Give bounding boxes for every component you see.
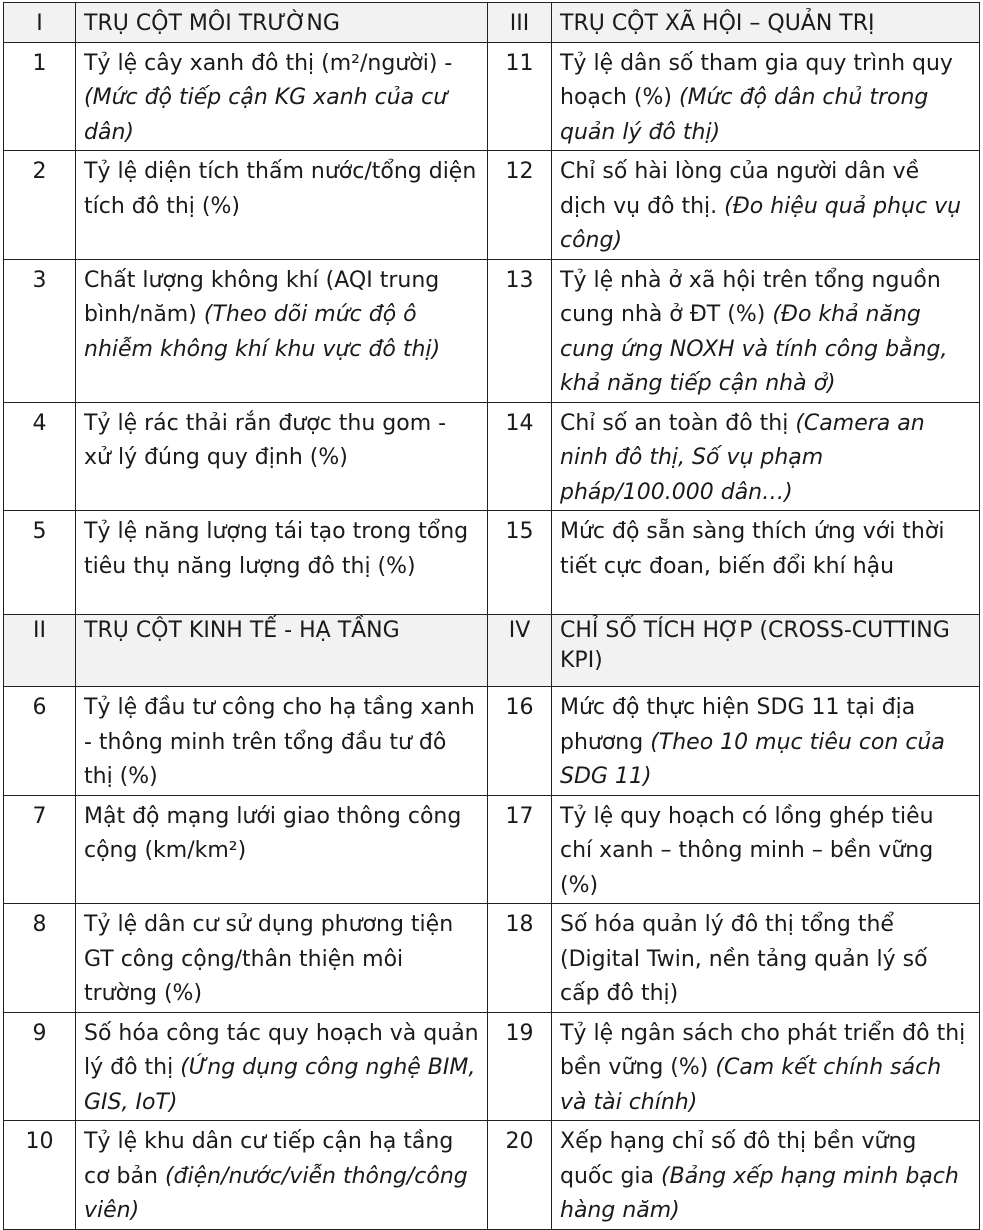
kpi-cell <box>76 511 488 615</box>
kpi-text: Số hóa quản lý đô thị tổng thể (Digital Twin, nền tảng quản lý số cấp đô thị) <box>560 912 928 1006</box>
kpi-text: Tỷ lệ đầu tư công cho hạ tầng xanh - thông minh trên tổng đầu tư đô thị (%) <box>84 695 475 789</box>
kpi-note: (Đo hiệu quả phục vụ công) <box>560 193 962 253</box>
kpi-cell <box>552 259 980 402</box>
kpi-number: 19 <box>488 1012 552 1121</box>
kpi-text: Tỷ lệ năng lượng tái tạo trong tổng tiêu thụ năng lượng đô thị (%) <box>84 519 469 579</box>
table-row <box>4 1012 980 1121</box>
kpi-cell <box>76 1121 488 1230</box>
kpi-number: 7 <box>4 795 76 904</box>
kpi-cell <box>76 259 488 402</box>
table-row <box>4 511 980 615</box>
kpi-number: 20 <box>488 1121 552 1230</box>
kpi-text: Số hóa công tác quy hoạch và quản lý đô thị <box>84 1020 479 1080</box>
kpi-number: 17 <box>488 795 552 904</box>
section-title: CHỈ SỐ TÍCH HỢP (CROSS-CUTTING KPI) <box>552 615 980 687</box>
section-number: I <box>4 3 76 43</box>
kpi-note: (Đo khả năng cung ứng NOXH và tính công bằng, khả năng tiếp cận nhà ở) <box>560 302 948 396</box>
table-row <box>4 904 980 1013</box>
kpi-cell <box>552 795 980 904</box>
kpi-text: Tỷ lệ nhà ở xã hội trên tổng nguồn cung nhà ở ĐT (%) <box>560 267 941 327</box>
kpi-number: 6 <box>4 687 76 796</box>
kpi-note: (Camera an ninh đô thị, Số vụ phạm pháp/100.000 dân…) <box>560 410 925 505</box>
kpi-text: Tỷ lệ khu dân cư tiếp cận hạ tầng cơ bản <box>84 1129 454 1189</box>
kpi-note: (Mức độ dân chủ trong quản lý đô thị) <box>560 85 929 145</box>
kpi-cell <box>552 511 980 615</box>
kpi-number: 5 <box>4 511 76 615</box>
kpi-note: (điện/nước/viễn thông/công viên) <box>84 1163 468 1223</box>
kpi-number: 11 <box>488 42 552 151</box>
kpi-cell <box>76 151 488 260</box>
kpi-note: (Mức độ tiếp cận KG xanh của cư dân) <box>84 85 448 145</box>
kpi-text: Chỉ số an toàn đô thị <box>560 410 796 436</box>
table-row <box>4 402 980 511</box>
table-row <box>4 42 980 151</box>
kpi-number: 4 <box>4 402 76 511</box>
section-number: II <box>4 615 76 687</box>
kpi-number: 14 <box>488 402 552 511</box>
kpi-cell <box>76 1012 488 1121</box>
kpi-number: 13 <box>488 259 552 402</box>
kpi-text: Chỉ số hài lòng của người dân về dịch vụ đô thị. <box>560 159 920 219</box>
kpi-cell <box>76 402 488 511</box>
kpi-text: Xếp hạng chỉ số đô thị bền vững quốc gia <box>560 1129 917 1189</box>
section-title: TRỤ CỘT MÔI TRƯỜNG <box>76 3 488 43</box>
section-header-row <box>4 3 980 43</box>
kpi-cell <box>552 151 980 260</box>
table-row <box>4 687 980 796</box>
kpi-text: Tỷ lệ dân cư sử dụng phương tiện GT công cộng/thân thiện môi trường (%) <box>84 912 454 1006</box>
kpi-cell <box>76 687 488 796</box>
table-row <box>4 259 980 402</box>
kpi-text: Mức độ sẵn sàng thích ứng với thời tiết cực đoan, biến đổi khí hậu <box>560 519 945 579</box>
kpi-note: (Cam kết chính sách và tài chính) <box>560 1055 942 1115</box>
kpi-number: 3 <box>4 259 76 402</box>
kpi-cell <box>552 1012 980 1121</box>
kpi-table <box>3 2 980 1230</box>
kpi-note: (Bảng xếp hạng minh bạch hàng năm) <box>560 1163 959 1223</box>
kpi-text: Tỷ lệ rác thải rắn được thu gom - xử lý đúng quy định (%) <box>84 410 447 470</box>
section-number: III <box>488 3 552 43</box>
section-title: TRỤ CỘT XÃ HỘI – QUẢN TRỊ <box>552 3 980 43</box>
kpi-cell <box>552 1121 980 1230</box>
kpi-cell <box>76 42 488 151</box>
kpi-text: Tỷ lệ quy hoạch có lồng ghép tiêu chí xanh – thông minh – bền vững (%) <box>560 803 934 898</box>
kpi-text: Mật độ mạng lưới giao thông công cộng (km/km²) <box>84 803 462 863</box>
kpi-note: (Ứng dụng công nghệ BIM, GIS, IoT) <box>84 1055 476 1115</box>
kpi-note: (Theo dõi mức độ ô nhiễm không khí khu vực đô thị) <box>84 302 441 362</box>
table-row <box>4 795 980 904</box>
kpi-cell <box>76 904 488 1013</box>
kpi-cell <box>552 42 980 151</box>
kpi-cell <box>552 402 980 511</box>
table-row <box>4 151 980 260</box>
kpi-text: Tỷ lệ diện tích thấm nước/tổng diện tích đô thị (%) <box>84 159 477 219</box>
kpi-number: 12 <box>488 151 552 260</box>
kpi-note: (Theo 10 mục tiêu con của SDG 11) <box>560 729 945 789</box>
kpi-number: 1 <box>4 42 76 151</box>
kpi-cell <box>552 904 980 1013</box>
kpi-number: 9 <box>4 1012 76 1121</box>
kpi-number: 15 <box>488 511 552 615</box>
kpi-number: 2 <box>4 151 76 260</box>
section-title: TRỤ CỘT KINH TẾ - HẠ TẦNG <box>76 615 488 687</box>
kpi-text: Tỷ lệ ngân sách cho phát triển đô thị bền vững (%) <box>560 1020 966 1080</box>
section-header-row <box>4 615 980 687</box>
table-row <box>4 1121 980 1230</box>
kpi-number: 8 <box>4 904 76 1013</box>
kpi-text: Chất lượng không khí (AQI trung bình/năm) <box>84 267 440 327</box>
kpi-text: Mức độ thực hiện SDG 11 tại địa phương <box>560 695 916 755</box>
kpi-text: Tỷ lệ dân số tham gia quy trình quy hoạch (%) <box>560 50 953 110</box>
kpi-cell <box>76 795 488 904</box>
kpi-text: Tỷ lệ cây xanh đô thị (m²/người) - <box>84 50 453 76</box>
kpi-number: 16 <box>488 687 552 796</box>
kpi-number: 18 <box>488 904 552 1013</box>
kpi-cell <box>552 687 980 796</box>
kpi-number: 10 <box>4 1121 76 1230</box>
section-number: IV <box>488 615 552 687</box>
